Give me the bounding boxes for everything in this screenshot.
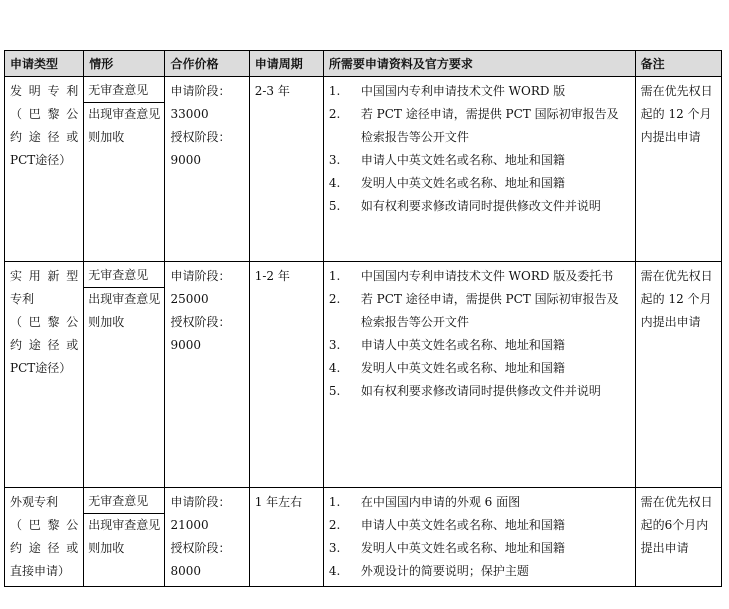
- item-text: 如有权利要求修改请同时提供修改文件并说明: [360, 384, 601, 398]
- item-text: 发明人中英文姓名或名称、地址和国籍: [360, 541, 565, 555]
- item-number: 5.: [328, 384, 341, 398]
- price-line: 授权阶段：: [170, 315, 231, 329]
- type-cell: [5, 262, 84, 488]
- list-item: [329, 265, 629, 288]
- item-text: 申请人中英文姓名或名称、地址和国籍: [360, 518, 565, 532]
- item-number: 5.: [328, 199, 341, 213]
- price-line: 21000: [170, 518, 209, 532]
- situation-cell: [84, 262, 165, 488]
- price-line: 9000: [170, 153, 201, 167]
- requirements-list: [324, 77, 635, 221]
- type-line: （巴黎公: [10, 518, 79, 532]
- situation-no-objection: 无审查意见: [84, 488, 164, 514]
- requirements-list: [324, 262, 635, 406]
- type-line: 约途径或: [10, 541, 79, 555]
- type-line: PCT途径）: [10, 361, 72, 375]
- item-text: 在中国国内申请的外观 6 面图: [360, 495, 521, 509]
- situation-cell: [84, 488, 165, 587]
- header-requirements: 所需要申请资料及官方要求: [323, 51, 635, 77]
- item-number: 1.: [328, 84, 341, 98]
- price-line: 申请阶段：: [170, 269, 231, 283]
- list-item: [329, 514, 629, 537]
- price-line: 申请阶段：: [170, 84, 231, 98]
- price-cell: [165, 488, 249, 587]
- item-text: 申请人中英文姓名或名称、地址和国籍: [360, 338, 565, 352]
- list-item: [329, 560, 629, 583]
- cycle-cell: [249, 77, 323, 262]
- remarks-text: 需在优先权日起的6个月内提出申请: [640, 495, 713, 555]
- situation-objection: 出现审查意见则加收: [88, 292, 161, 329]
- price-line: 授权阶段：: [170, 130, 231, 144]
- list-item: [329, 149, 629, 172]
- item-text: 中国国内专利申请技术文件 WORD 版: [360, 84, 566, 98]
- table-row: [5, 77, 722, 262]
- item-text: 如有权利要求修改请同时提供修改文件并说明: [360, 199, 601, 213]
- list-item: [329, 357, 629, 380]
- remarks-cell: [635, 488, 721, 587]
- list-item: [329, 537, 629, 560]
- item-number: 3.: [328, 541, 341, 555]
- list-item: [329, 380, 629, 403]
- list-item: [329, 80, 629, 103]
- price-line: 33000: [170, 107, 209, 121]
- remarks-cell: [635, 262, 721, 488]
- patent-fee-table: [4, 50, 722, 587]
- item-text: 外观设计的简要说明；保护主题: [360, 564, 529, 578]
- type-line: （巴黎公: [10, 315, 79, 329]
- price-line: 25000: [170, 292, 209, 306]
- list-item: [329, 195, 629, 218]
- requirements-cell: [323, 488, 635, 587]
- remarks-text: 需在优先权日起的 12 个月内提出申请: [640, 84, 713, 144]
- item-number: 1.: [328, 495, 341, 509]
- requirements-cell: [323, 77, 635, 262]
- remarks-cell: [635, 77, 721, 262]
- cycle-cell: [249, 262, 323, 488]
- cycle-value: 2-3 年: [254, 84, 290, 98]
- type-cell: [5, 488, 84, 587]
- header-type: 申请类型: [5, 51, 84, 77]
- item-number: 4.: [328, 361, 341, 375]
- list-item: [329, 172, 629, 195]
- situation-objection: 出现审查意见则加收: [88, 518, 161, 555]
- cycle-value: 1 年左右: [254, 495, 303, 509]
- item-number: 2.: [328, 292, 341, 306]
- price-line: 9000: [170, 338, 201, 352]
- header-situation: 情形: [84, 51, 165, 77]
- type-line: 专利: [10, 292, 35, 306]
- situation-no-objection: 无审查意见: [84, 77, 164, 103]
- list-item: [329, 491, 629, 514]
- item-text: 发明人中英文姓名或名称、地址和国籍: [360, 176, 565, 190]
- requirements-list: [324, 488, 635, 586]
- header-remarks: 备注: [635, 51, 721, 77]
- cycle-cell: [249, 488, 323, 587]
- table-row: [5, 488, 722, 587]
- list-item: [329, 103, 629, 149]
- type-line: （巴黎公: [10, 107, 79, 121]
- type-line: 直接申请）: [10, 564, 71, 578]
- item-number: 4.: [328, 564, 341, 578]
- item-number: 2.: [328, 107, 341, 121]
- price-line: 申请阶段：: [170, 495, 231, 509]
- situation-objection: 出现审查意见则加收: [88, 107, 161, 144]
- price-line: 授权阶段：: [170, 541, 231, 555]
- type-line: 实用新型: [10, 269, 79, 283]
- item-text: 若 PCT 途径申请，需提供 PCT 国际初审报告及检索报告等公开文件: [360, 107, 619, 144]
- item-text: 发明人中英文姓名或名称、地址和国籍: [360, 361, 565, 375]
- type-line: 约途径或: [10, 130, 79, 144]
- requirements-cell: [323, 262, 635, 488]
- price-line: 8000: [170, 564, 201, 578]
- type-cell: [5, 77, 84, 262]
- header-price: 合作价格: [165, 51, 249, 77]
- list-item: [329, 288, 629, 334]
- item-number: 2.: [328, 518, 341, 532]
- item-text: 申请人中英文姓名或名称、地址和国籍: [360, 153, 565, 167]
- price-cell: [165, 262, 249, 488]
- item-text: 中国国内专利申请技术文件 WORD 版及委托书: [360, 269, 614, 283]
- header-row: [5, 51, 722, 77]
- type-line: PCT途径）: [10, 153, 72, 167]
- situation-cell: [84, 77, 165, 262]
- item-number: 3.: [328, 153, 341, 167]
- item-number: 3.: [328, 338, 341, 352]
- type-line: 发明专利: [10, 84, 79, 98]
- type-line: 约途径或: [10, 338, 79, 352]
- table-row: [5, 262, 722, 488]
- price-cell: [165, 77, 249, 262]
- type-line: 外观专利: [10, 495, 59, 509]
- header-cycle: 申请周期: [249, 51, 323, 77]
- remarks-text: 需在优先权日起的 12 个月内提出申请: [640, 269, 713, 329]
- item-number: 1.: [328, 269, 341, 283]
- item-text: 若 PCT 途径申请，需提供 PCT 国际初审报告及检索报告等公开文件: [360, 292, 619, 329]
- cycle-value: 1-2 年: [254, 269, 290, 283]
- item-number: 4.: [328, 176, 341, 190]
- situation-no-objection: 无审查意见: [84, 262, 164, 288]
- list-item: [329, 334, 629, 357]
